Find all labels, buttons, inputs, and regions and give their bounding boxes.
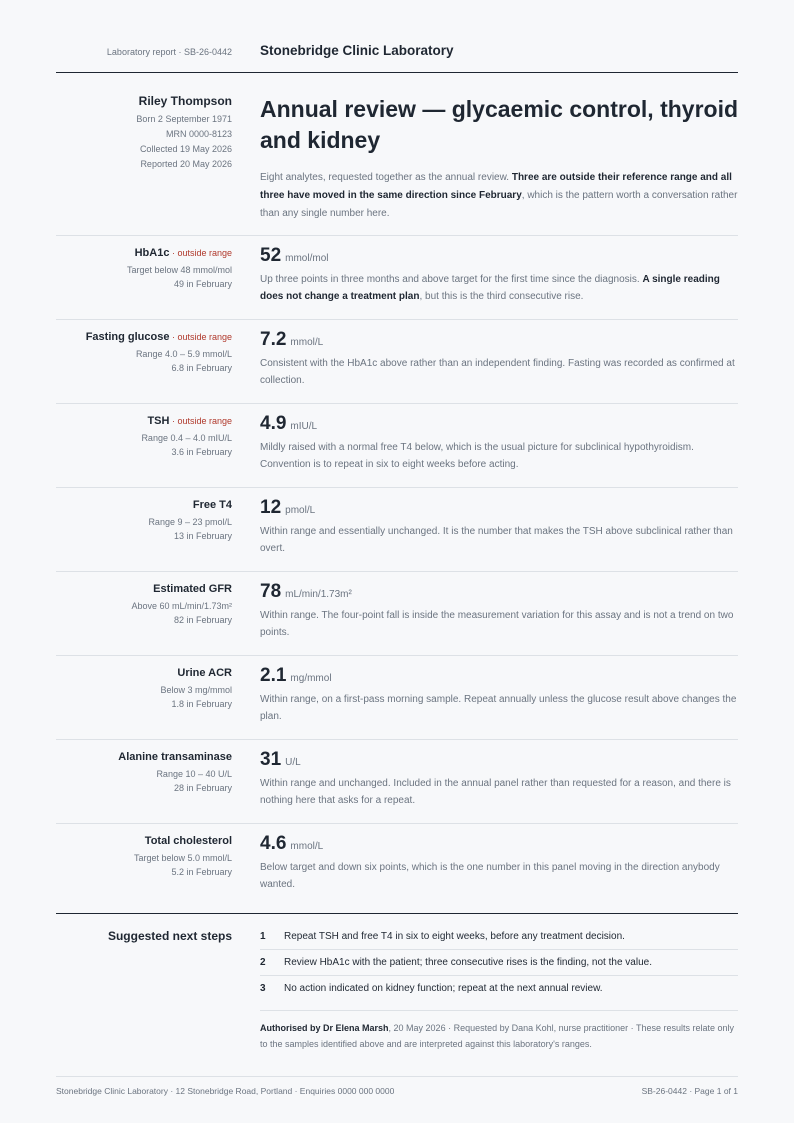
authorisation-details: , 20 May 2026 · Requested by Dana Kohl, nurse practitioner · These results relate only to the samples identified above and are interpreted against this laboratory's ranges. xyxy=(260,1023,735,1049)
previous-result: 5.2 in February xyxy=(171,867,232,877)
result-comment: Within range. The four-point fall is inside the measurement variation for this assay and is not a trend on two points. xyxy=(260,610,734,638)
divider xyxy=(56,403,738,404)
collected-date: Collected 19 May 2026 xyxy=(139,144,232,154)
previous-result: 6.8 in February xyxy=(171,363,232,373)
analyte-label xyxy=(56,330,232,375)
next-steps-title: Suggested next steps xyxy=(107,929,232,943)
result-unit: mg/mmol xyxy=(290,673,332,684)
analyte-row xyxy=(56,235,738,319)
divider xyxy=(56,319,738,320)
reference-range: Range 0.4 – 4.0 mIU/L xyxy=(141,433,232,443)
result-comment: Consistent with the HbA1c above rather than an independent finding. Fasting was recorded as confirmed at collection. xyxy=(260,358,735,386)
result-value: 78 xyxy=(260,581,282,602)
reference-range: Below 3 mg/mmol xyxy=(160,685,232,695)
divider xyxy=(56,487,738,488)
result-unit: U/L xyxy=(285,757,301,768)
analyte-name: TSH xyxy=(147,415,170,427)
reference-range: Target below 5.0 mmol/L xyxy=(133,853,232,863)
result-unit: mmol/mol xyxy=(285,253,329,264)
previous-result: 3.6 in February xyxy=(171,447,232,457)
outside-range-flag: · outside range xyxy=(169,248,232,258)
result-comment: Mildly raised with a normal free T4 below, which is the usual picture for subclinical hypothyroidism. Convention is to repeat in six to eight weeks before acting. xyxy=(260,442,694,470)
analyte-row xyxy=(56,319,738,403)
result-value: 52 xyxy=(260,245,282,266)
patient-mrn: MRN 0000-8123 xyxy=(165,129,232,139)
authorisation xyxy=(260,1010,738,1052)
reference-range: Range 9 – 23 pmol/L xyxy=(148,517,232,527)
analyte-result xyxy=(260,245,738,305)
analyte-name: Fasting glucose xyxy=(85,331,170,343)
divider xyxy=(56,655,738,656)
report-reference: Laboratory report · SB-26-0442 xyxy=(106,47,232,57)
analyte-result xyxy=(260,413,738,473)
result-unit: pmol/L xyxy=(285,505,316,516)
next-steps-list xyxy=(260,924,738,1001)
analyte-label xyxy=(56,246,232,291)
analyte-row xyxy=(56,739,738,823)
result-unit: mL/min/1.73m² xyxy=(285,589,352,600)
result-comment: Within range and essentially unchanged. It is the number that makes the TSH above subclinical rather than overt. xyxy=(260,526,733,554)
patient-name: Riley Thompson xyxy=(138,94,232,108)
analyte-label xyxy=(56,750,232,795)
next-step-item: 2 Review HbA1c with the patient; three consecutive rises is the finding, not the value. xyxy=(260,950,738,976)
analyte-row xyxy=(56,571,738,655)
report-intro: Eight analytes, requested together as the annual review. Three are outside their reference range and all three have moved in the same direction since February, which is the pattern worth a conversation rather than any single number here. xyxy=(260,172,738,219)
analyte-result xyxy=(260,329,738,389)
previous-result: 13 in February xyxy=(173,531,232,541)
result-value: 12 xyxy=(260,497,282,518)
analyte-label xyxy=(56,834,232,879)
previous-result: 49 in February xyxy=(173,279,232,289)
reference-range: Range 4.0 – 5.9 mmol/L xyxy=(135,349,232,359)
analyte-label xyxy=(56,414,232,459)
result-unit: mmol/L xyxy=(290,337,324,348)
reported-date: Reported 20 May 2026 xyxy=(140,159,232,169)
patient-details xyxy=(56,94,232,172)
outside-range-flag: · outside range xyxy=(169,416,232,426)
previous-result: 82 in February xyxy=(173,615,232,625)
result-comment: Up three points in three months and above target for the first time since the diagnosis. A single reading does not change a treatment plan, but this is the third consecutive rise. xyxy=(260,274,720,302)
analyte-label xyxy=(56,666,232,711)
next-step-item: 1 Repeat TSH and free T4 in six to eight weeks, before any treatment decision. xyxy=(260,924,738,950)
analyte-result xyxy=(260,581,738,641)
analyte-name: HbA1c xyxy=(134,247,170,259)
analyte-row xyxy=(56,487,738,571)
divider-strong xyxy=(56,913,738,914)
reference-range: Above 60 mL/min/1.73m² xyxy=(131,601,232,611)
result-value: 4.6 xyxy=(260,833,287,854)
previous-result: 1.8 in February xyxy=(171,699,232,709)
analyte-name: Estimated GFR xyxy=(153,583,232,595)
analyte-name: Urine ACR xyxy=(177,667,232,679)
outside-range-flag: · outside range xyxy=(169,332,232,342)
divider xyxy=(56,823,738,824)
analyte-name: Total cholesterol xyxy=(144,835,232,847)
analyte-result xyxy=(260,497,738,557)
footer-address: Stonebridge Clinic Laboratory · 12 Stonebridge Road, Portland · Enquiries 0000 000 0000 xyxy=(56,1086,395,1096)
result-value: 7.2 xyxy=(260,329,287,350)
page-footer xyxy=(56,1076,738,1096)
result-comment: Within range and unchanged. Included in the annual panel rather than requested for a reason, and there is nothing here that asks for a repeat. xyxy=(260,778,731,806)
report-title: Annual review — glycaemic control, thyroid and kidney xyxy=(260,96,739,153)
result-value: 2.1 xyxy=(260,665,287,686)
previous-result: 28 in February xyxy=(173,783,232,793)
result-unit: mmol/L xyxy=(290,841,324,852)
divider xyxy=(56,571,738,572)
divider xyxy=(56,739,738,740)
analyte-result xyxy=(260,665,738,725)
report-page xyxy=(56,0,738,1123)
reference-range: Target below 48 mmol/mol xyxy=(126,265,232,275)
analyte-row xyxy=(56,823,738,907)
result-value: 31 xyxy=(260,749,282,770)
analyte-row xyxy=(56,655,738,739)
result-comment: Below target and down six points, which is the one number in this panel moving in the direction anybody wanted. xyxy=(260,862,720,890)
analyte-name: Alanine transaminase xyxy=(118,751,232,763)
masthead xyxy=(56,42,738,73)
analyte-label xyxy=(56,498,232,543)
analyte-result xyxy=(260,833,738,893)
lab-name: Stonebridge Clinic Laboratory xyxy=(260,43,454,58)
report-summary xyxy=(260,94,738,223)
result-unit: mIU/L xyxy=(290,421,318,432)
authoriser: Authorised by Dr Elena Marsh xyxy=(260,1023,389,1033)
next-step-item: 3 No action indicated on kidney function; repeat at the next annual review. xyxy=(260,983,603,994)
page-number: SB-26-0442 · Page 1 of 1 xyxy=(641,1086,738,1096)
result-value: 4.9 xyxy=(260,413,287,434)
reference-range: Range 10 – 40 U/L xyxy=(156,769,232,779)
result-comment: Within range, on a first-pass morning sample. Repeat annually unless the glucose result above changes the plan. xyxy=(260,694,737,722)
analyte-result xyxy=(260,749,738,809)
analyte-row xyxy=(56,403,738,487)
analyte-name: Free T4 xyxy=(192,499,232,511)
patient-dob: Born 2 September 1971 xyxy=(136,114,232,124)
next-steps-heading-col xyxy=(56,929,232,943)
analyte-label xyxy=(56,582,232,627)
